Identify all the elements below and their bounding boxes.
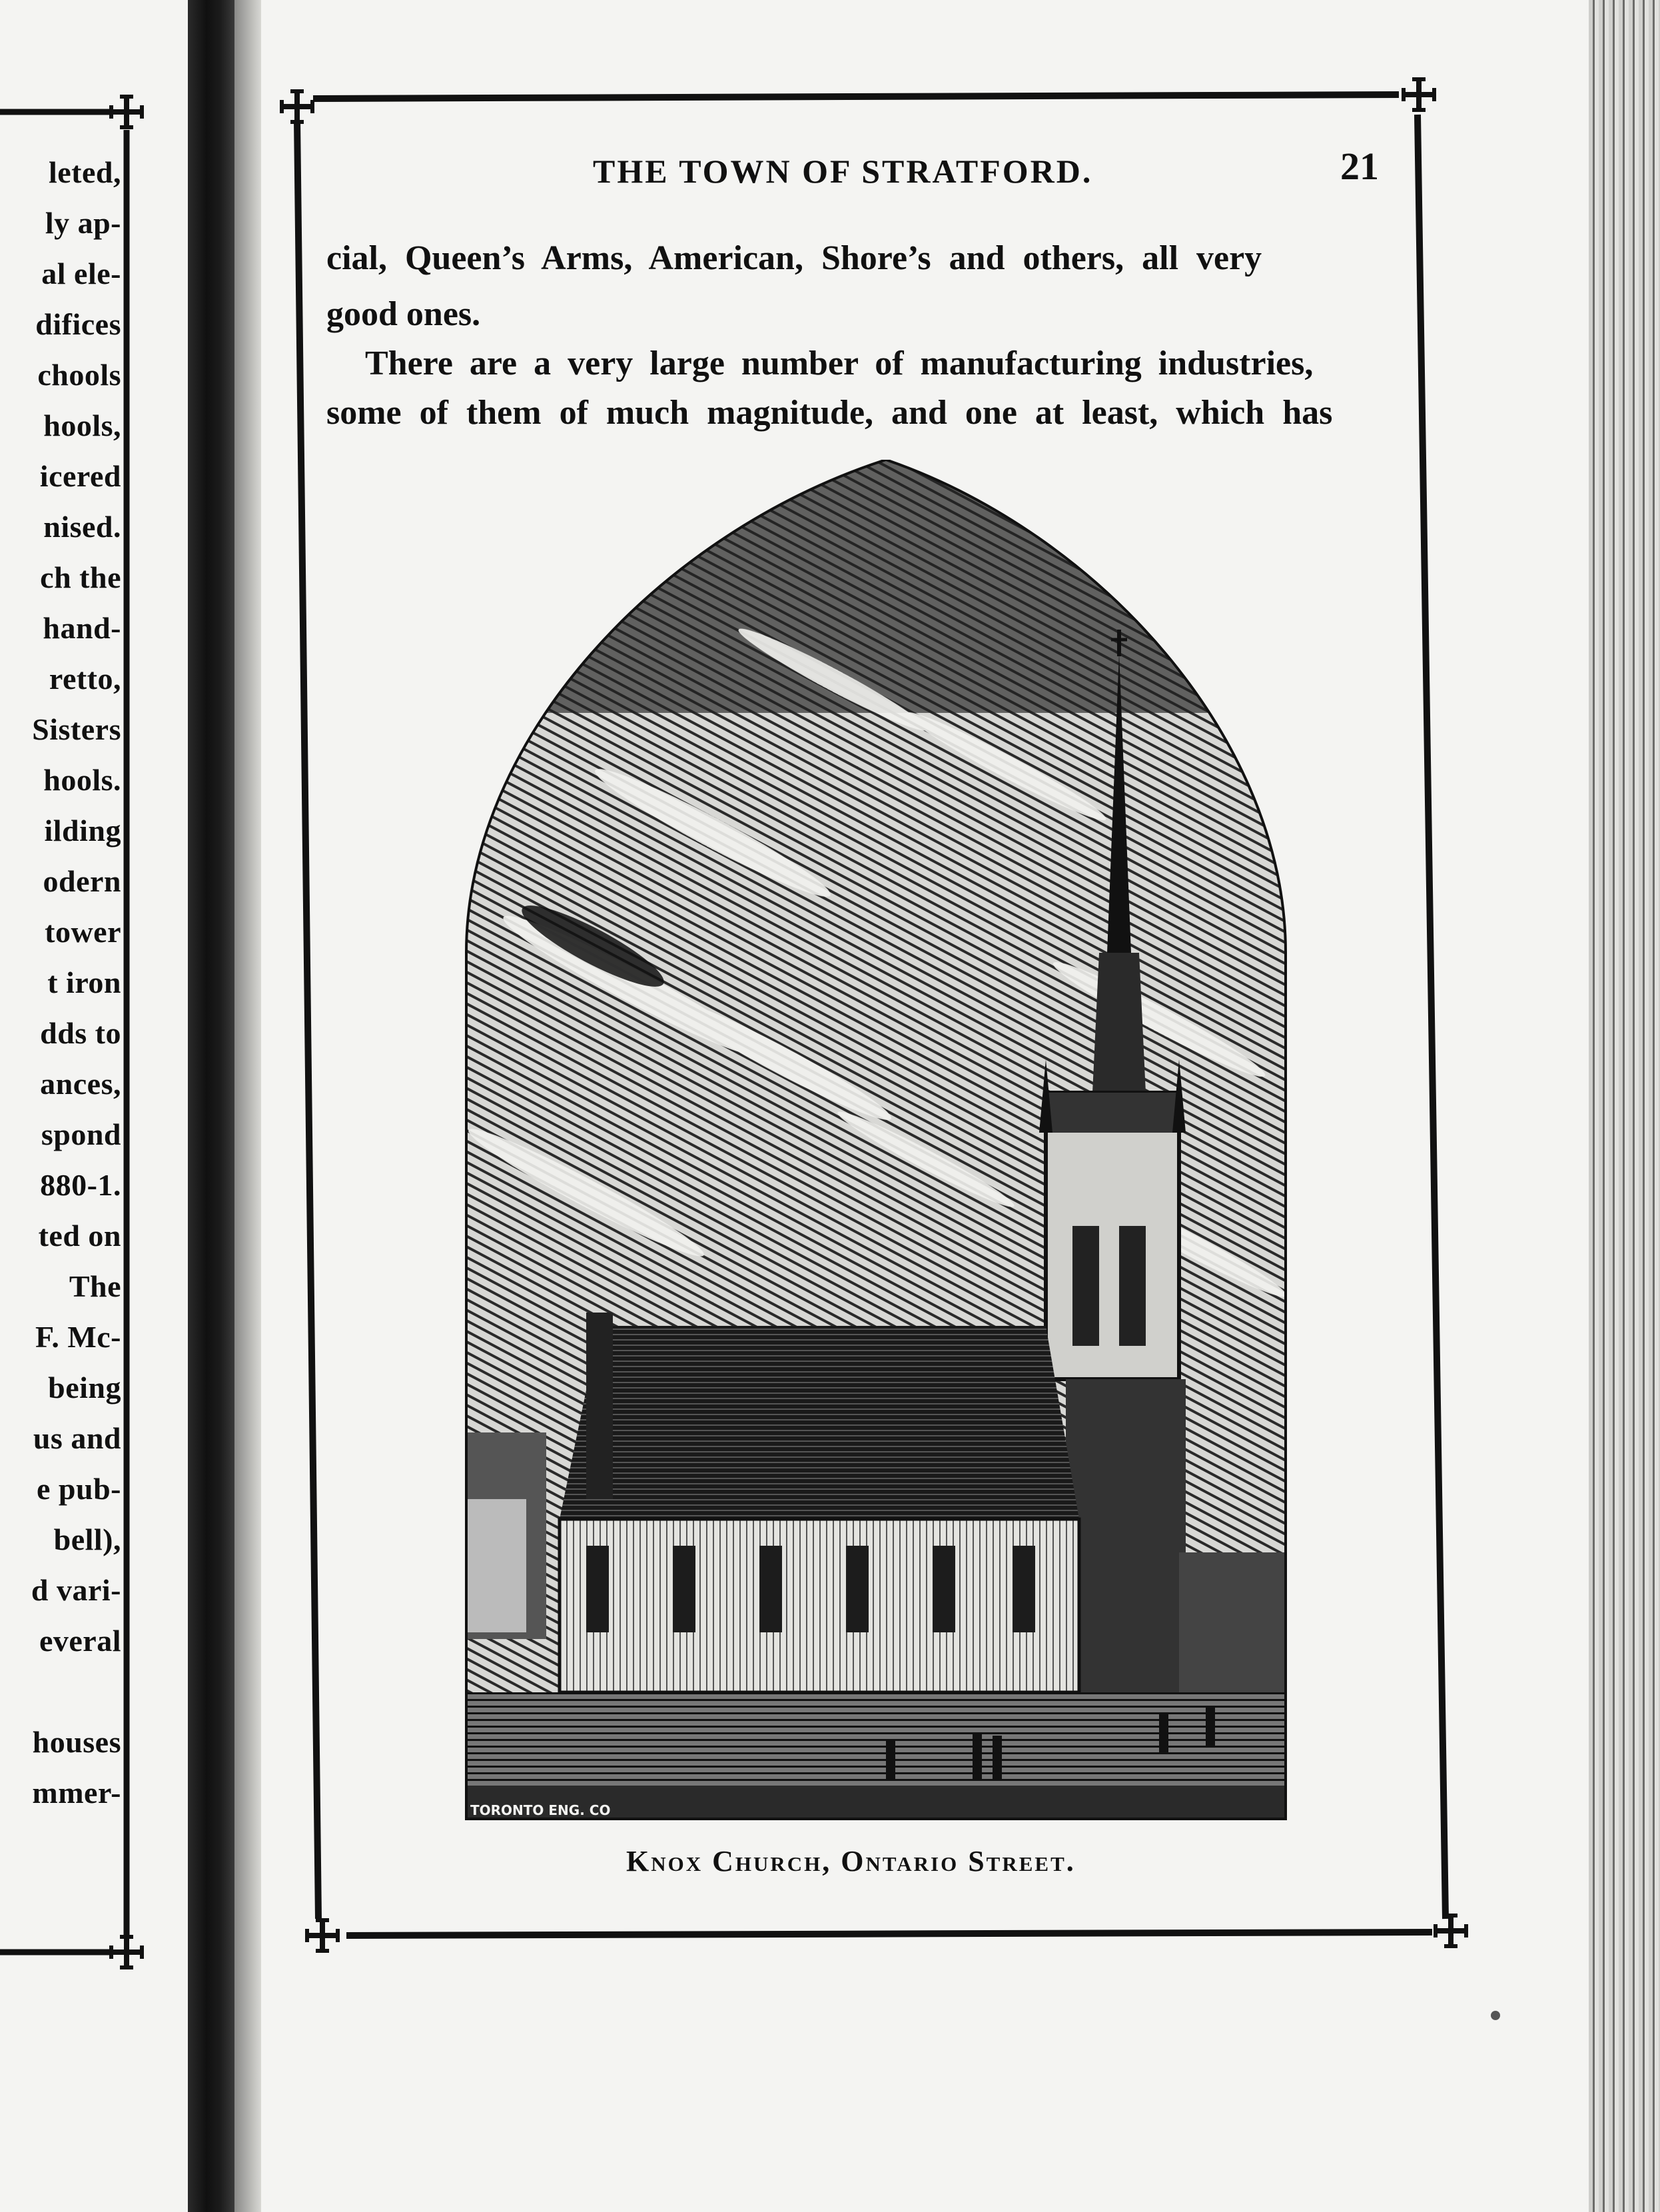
left-page-line: ilding <box>44 814 121 847</box>
page-number: 21 <box>1340 145 1379 188</box>
left-page-line: tower <box>45 915 121 949</box>
left-page-line: bell), <box>53 1522 121 1556</box>
left-page-line: difices <box>35 307 121 341</box>
running-head: THE TOWN OF STRATFORD. <box>593 153 1093 190</box>
ornament-cross-icon <box>109 95 144 129</box>
left-page-line: dds to <box>40 1016 121 1050</box>
left-page-line: ly ap- <box>45 206 121 240</box>
ornament-cross-icon <box>305 1918 340 1953</box>
left-page-line: leted, <box>48 155 121 189</box>
figure-caption: Knox Church, Ontario Street. <box>626 1845 1076 1878</box>
left-page-line: mmer- <box>32 1776 121 1810</box>
ink-speck <box>1491 2011 1500 2020</box>
left-page-line: d vari- <box>31 1573 121 1607</box>
left-page-line: odern <box>43 864 121 898</box>
left-page-line: nised. <box>43 510 121 544</box>
left-page-line: Sisters <box>32 712 121 746</box>
church-engraving <box>460 460 1299 1832</box>
left-page-line: hand- <box>43 611 121 645</box>
left-page-line: hools, <box>43 408 121 442</box>
body-text-line: good ones. <box>326 295 481 333</box>
left-page-line: spond <box>41 1117 121 1151</box>
left-page-line: us and <box>33 1421 121 1455</box>
left-page-line: everal <box>39 1624 121 1658</box>
left-page-frame <box>0 95 144 1969</box>
ornament-cross-icon <box>1434 1914 1468 1948</box>
left-page-line: retto, <box>49 662 121 696</box>
left-page-line: chools <box>37 358 121 392</box>
left-page-line: ted on <box>38 1219 121 1253</box>
ornament-cross-icon <box>109 1935 144 1969</box>
left-page-line: icered <box>39 459 121 493</box>
left-page-line: ch the <box>40 560 121 594</box>
ornament-cross-icon <box>1402 77 1436 112</box>
left-page-line: al ele- <box>41 257 121 290</box>
left-page-line: The <box>69 1269 121 1303</box>
body-text-line: cial, Queen’s Arms, American, Shore’s and others, all very <box>326 239 1262 277</box>
engraver-stamp: TORONTO ENG. CO <box>470 1802 611 1818</box>
left-page-line: ances, <box>40 1067 121 1101</box>
ornament-cross-icon <box>280 89 314 124</box>
left-page-line: 880-1. <box>40 1168 121 1202</box>
left-page-line: F. Mc- <box>35 1320 121 1354</box>
left-page-line: houses <box>32 1725 121 1759</box>
body-text-line: some of them of much magnitude, and one at least, which has <box>326 394 1333 432</box>
left-page-line: being <box>48 1371 121 1404</box>
left-page-line: e pub- <box>37 1472 121 1506</box>
left-page-line: t iron <box>47 965 121 999</box>
left-page-line: hools. <box>43 763 121 797</box>
body-text-line: There are a very large number of manufacturing industries, <box>365 344 1314 382</box>
